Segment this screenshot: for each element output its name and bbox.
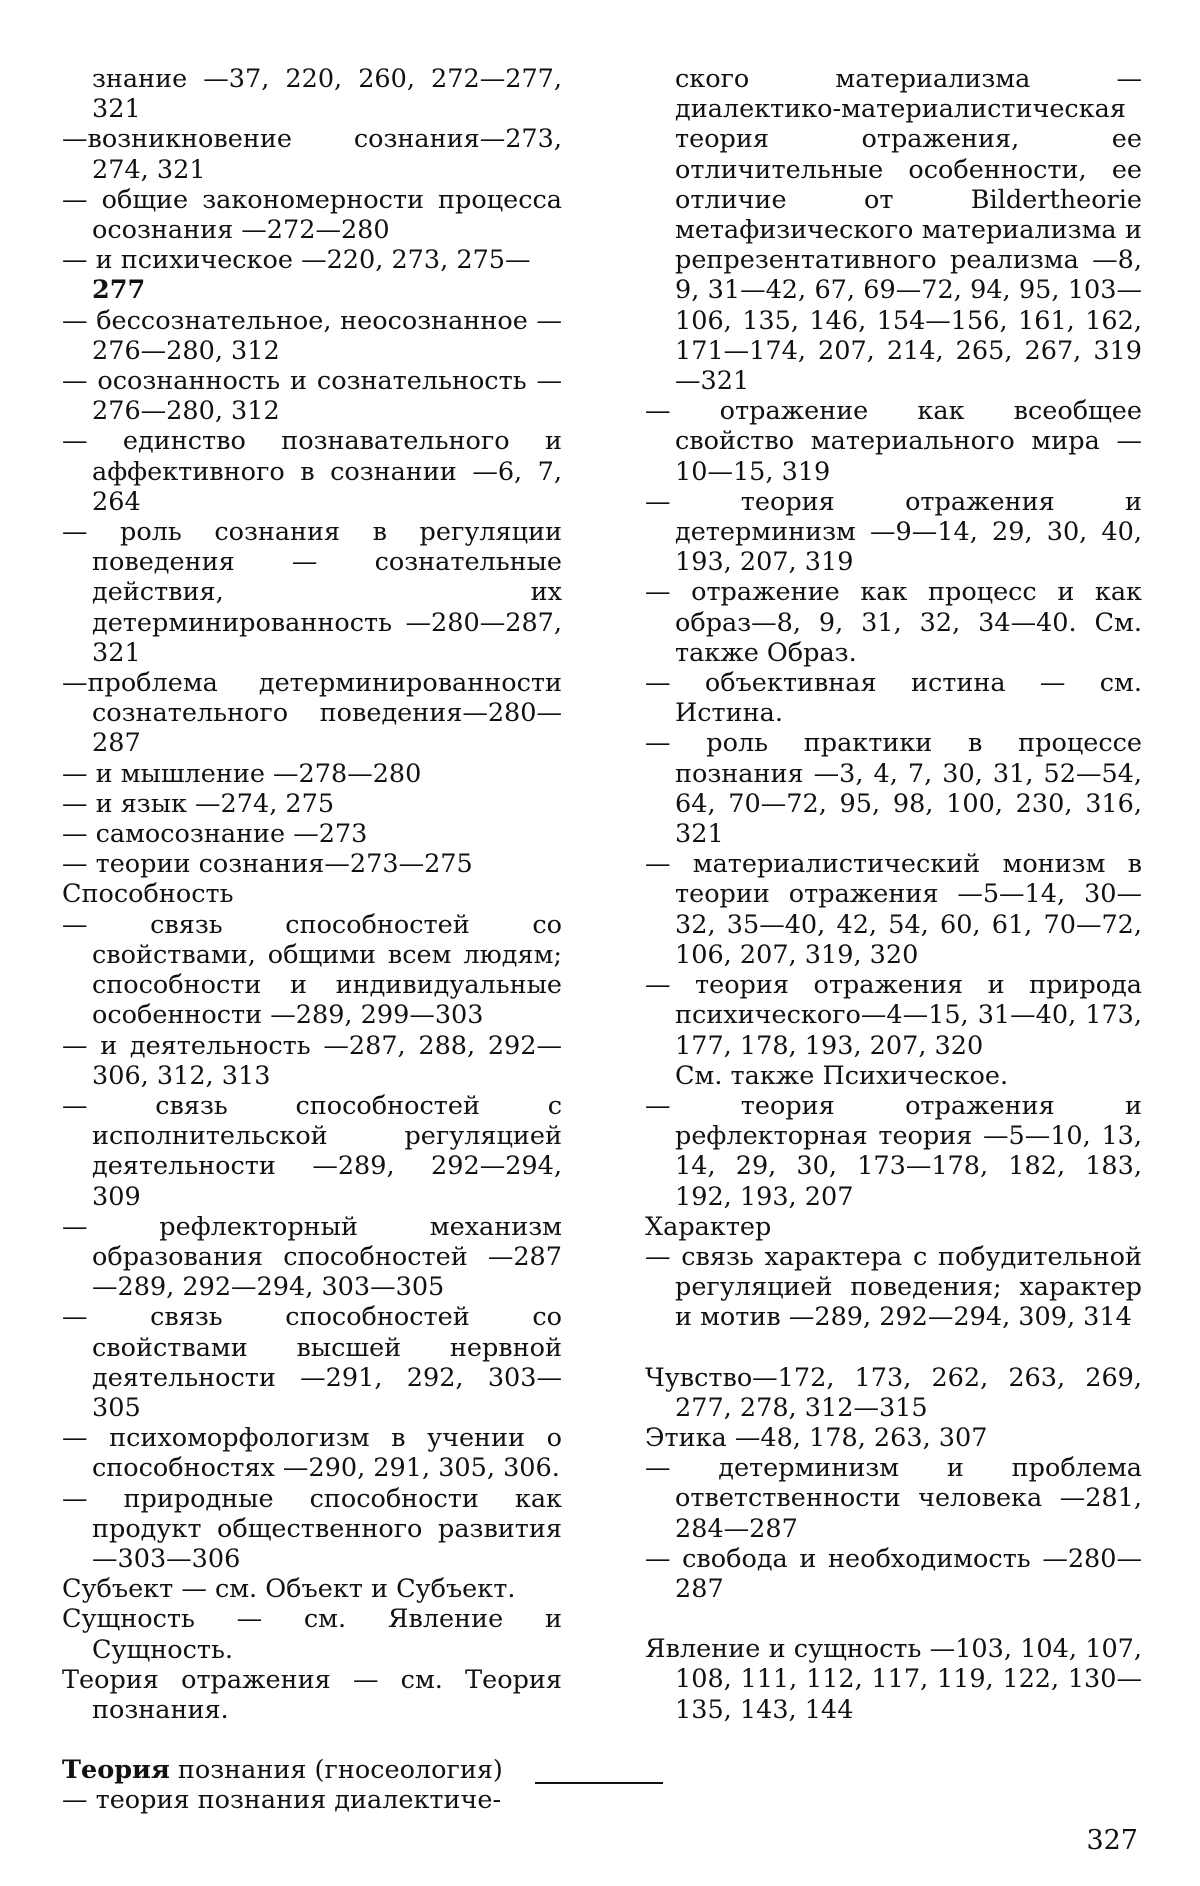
index-entry-text: — материалистический монизм в теории отражения —5—14, 30—32, 35—40, 42, 54, 60, 61, 70—72, 106, 207, 319, 320 [645,849,1142,970]
index-entry [62,668,562,759]
index-entry-text: —возникновение сознания—273, 274, 321 [62,124,562,185]
index-entry-text: — связь способностей со свойствами, общими всем людям; способности и индивидуальные особенности —289, 299—303 [62,909,562,1031]
index-entry-text: — теории сознания—273—275 [62,849,473,880]
index-entry [645,1091,1142,1212]
index-entry-text: — природные способности как продукт общественного развития —303—306 [62,1483,562,1574]
index-entry-text: Характер [645,1211,772,1242]
index-entry-text: — отражение как всеобщее свойство материального мира —10—15, 319 [645,396,1142,487]
index-entry [62,759,562,789]
index-entry [62,1031,562,1091]
index-entry-text: — и мышление —278—280 [62,758,422,789]
index-entry-text: — связь способностей со свойствами высшей нервной деятельности —291, 292, 303—305 [62,1302,562,1423]
index-entry [62,1302,562,1423]
index-entry [62,789,562,819]
index-entry [62,306,562,366]
index-entry-text: — и деятельность —287, 288, 292—306, 312, 313 [62,1030,562,1091]
index-entry [62,366,562,426]
index-entry [62,517,562,668]
index-entry [62,426,562,517]
index-entry-text: — теория отражения и природа психического—4—15, 31—40, 173, 177, 178, 193, 207, 320 [645,970,1142,1061]
index-entry [645,1212,1142,1242]
index-entry-text: знание —37, 220, 260, 272—277, 321 [92,64,562,125]
index-entry-text: Чувство—172, 173, 262, 263, 269, 277, 278, 312—315 [645,1362,1142,1423]
index-entry [62,1484,562,1575]
index-entry-text: Этика —48, 178, 263, 307 [645,1422,988,1453]
index-column-right [645,64,1142,1725]
index-entry-text: — и психическое —220, 273, 275— [62,245,531,276]
index-entry [62,849,562,879]
page-number: 327 [1086,1825,1138,1856]
index-entry-text: — и язык —274, 275 [62,788,335,819]
index-entry-text: Субъект — см. Объект и Субъект. [62,1574,516,1605]
index-entry-text: — отражение как процесс и как образ—8, 9, 31, 32, 34—40. См. также Образ. [645,577,1142,668]
index-entry [62,910,562,1031]
index-entry [645,1242,1142,1333]
index-entry [645,1634,1142,1725]
index-entry-text: Способность [62,879,234,910]
index-entry [62,879,562,909]
index-entry-text: Сущность — см. Явление и Сущность. [62,1604,562,1665]
index-entry-text: — роль практики в процессе познания —3, 4, 7, 30, 31, 52—54, 64, 70—72, 95, 98, 100, 230, 316, 321 [645,728,1142,850]
index-entry [62,819,562,849]
index-entry [645,1363,1142,1423]
index-entry-text: Явление и сущность —103, 104, 107, 108, 111, 112, 117, 119, 122, 130—135, 143, 144 [645,1634,1142,1725]
index-entry-tail: 277 [92,275,146,306]
index-entry-text: — свобода и необходимость —280—287 [645,1543,1142,1604]
index-entry-text: — связь способностей с исполнительской регуляцией деятельности —289, 292—294, 309 [62,1090,562,1212]
index-entry [62,124,562,184]
index-entry [62,1574,562,1604]
index-entry-text: — общие закономерности процесса осознания —272—280 [62,184,562,246]
index-entry-text: — связь характера с побудительной регуляцией поведения; характер и мотив —289, 292—294, 309, 314 [645,1241,1142,1333]
index-entry-text: См. также Психическое. [675,1060,1009,1091]
end-rule [535,1782,663,1784]
index-entry [62,1423,562,1483]
index-entry [62,1604,562,1664]
index-entry-text: познания (гносеология) [169,1755,503,1786]
index-entry [645,970,1142,1061]
index-entry-text: ского материализма — диалектико-материалистическая теория отражения, ее отличительные особенности, ее отличие от Bildertheorie метафизического материализма и репрезентативного реализма —8, 9, 31—42, 67, 69—72, 94, 95, 103—106, 135, 146, 154—156, 161, 162, 171—174, 207, 214, 265, 267, 319—321 [675,64,1142,397]
index-entry [645,1544,1142,1604]
index-entry [645,728,1142,849]
index-entry [645,487,1142,578]
index-entry [62,245,562,305]
index-entry [645,1423,1142,1453]
index-entry [645,577,1142,668]
index-column-left [62,64,562,1816]
index-entry-text: — самосознание —273 [62,819,368,850]
index-entry [62,1755,562,1785]
index-entry-text: — осознанность и сознательность —276—280, 312 [62,366,562,427]
index-entry-text: — теория отражения и детерминизм —9—14, 29, 30, 40, 193, 207, 319 [645,486,1142,578]
index-entry [62,1785,562,1815]
index-entry-text: — единство познавательного и аффективного в сознании —6, 7, 264 [62,426,562,517]
index-entry [62,64,562,124]
index-entry [62,185,562,245]
index-entry-text: — рефлекторный механизм образования способностей —287—289, 292—294, 303—305 [62,1211,562,1303]
index-entry-text: — теория отражения и рефлекторная теория —5—10, 13, 14, 29, 30, 173—178, 182, 183, 192, 193, 207 [645,1090,1142,1212]
index-entry-text: — теория познания диалектиче- [62,1785,502,1816]
index-entry [645,1453,1142,1544]
index-entry-text: — детерминизм и проблема ответственности человека —281, 284—287 [645,1453,1142,1544]
index-entry [645,396,1142,487]
index-entry [62,1091,562,1212]
index-entry-text: — психоморфологизм в учении о способностях —290, 291, 305, 306. [62,1423,562,1484]
index-entry-text: — бессознательное, неосознанное —276—280, 312 [62,305,562,366]
index-entry-lead: Теория [62,1755,170,1786]
index-entry [645,668,1142,728]
index-entry [645,64,1142,396]
index-entry [62,1212,562,1303]
index-entry-text: — объективная истина — см. Истина. [645,668,1142,729]
index-entry [645,1061,1142,1091]
index-entry [62,1665,562,1725]
index-entry-text: —проблема детерминированности сознательного поведения—280—287 [62,668,562,759]
index-entry-text: — роль сознания в регуляции поведения — сознательные действия, их детерминированность —280—287, 321 [62,517,562,668]
index-entry-text: Теория отражения — см. Теория познания. [62,1664,562,1725]
index-entry [645,849,1142,970]
